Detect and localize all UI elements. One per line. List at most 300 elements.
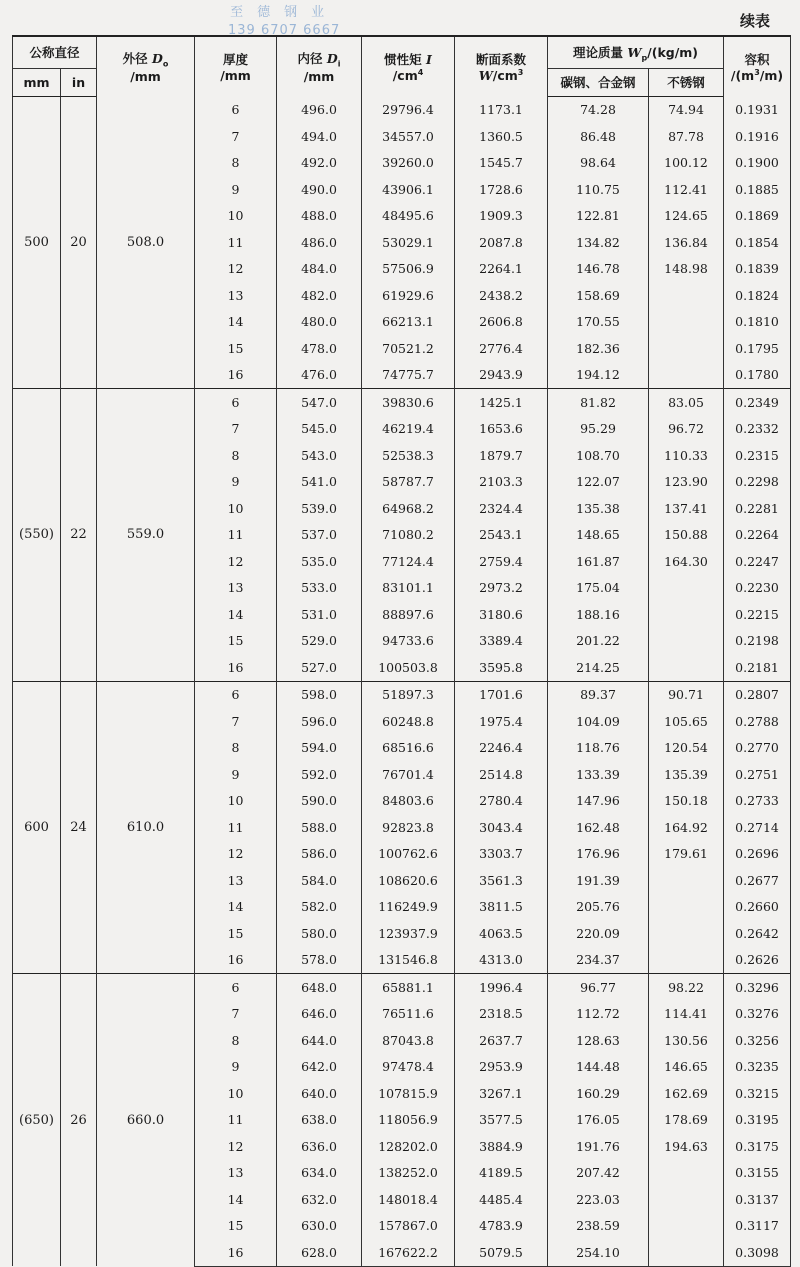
section-modulus-cell: 2324.4 <box>455 495 548 522</box>
inner-diameter-cell: 494.0 <box>277 123 362 150</box>
inertia-cell: 68516.6 <box>362 735 455 762</box>
inertia-cell: 53029.1 <box>362 229 455 256</box>
inner-diameter-cell: 539.0 <box>277 495 362 522</box>
inertia-cell: 74775.7 <box>362 362 455 389</box>
carbon-mass-cell: 135.38 <box>548 495 649 522</box>
inner-diameter-cell: 594.0 <box>277 735 362 762</box>
thickness-cell: 16 <box>195 654 277 681</box>
carbon-mass-cell: 254.10 <box>548 1239 649 1266</box>
carbon-mass-cell: 122.81 <box>548 203 649 230</box>
thickness-cell: 6 <box>195 681 277 708</box>
inner-diameter-cell: 646.0 <box>277 1001 362 1028</box>
stainless-mass-cell: 110.33 <box>649 442 724 469</box>
carbon-mass-cell: 148.65 <box>548 522 649 549</box>
inertia-cell: 148018.4 <box>362 1186 455 1213</box>
inertia-cell: 100503.8 <box>362 654 455 681</box>
volume-cell: 0.1869 <box>724 203 791 230</box>
stainless-mass-cell <box>649 1213 724 1240</box>
thickness-cell: 14 <box>195 601 277 628</box>
stainless-mass-cell <box>649 335 724 362</box>
carbon-mass-cell: 188.16 <box>548 601 649 628</box>
volume-cell: 0.2660 <box>724 894 791 921</box>
carbon-mass-cell: 86.48 <box>548 123 649 150</box>
thickness-cell: 12 <box>195 548 277 575</box>
carbon-mass-cell: 201.22 <box>548 628 649 655</box>
inner-diameter-cell: 634.0 <box>277 1160 362 1187</box>
volume-cell: 0.2298 <box>724 469 791 496</box>
carbon-mass-cell: 214.25 <box>548 654 649 681</box>
inner-diameter-cell: 636.0 <box>277 1133 362 1160</box>
volume-cell: 0.2677 <box>724 867 791 894</box>
carbon-mass-cell: 175.04 <box>548 575 649 602</box>
section-modulus-cell: 1425.1 <box>455 389 548 416</box>
inertia-cell: 123937.9 <box>362 920 455 947</box>
section-modulus-cell: 4485.4 <box>455 1186 548 1213</box>
section-modulus-cell: 1728.6 <box>455 176 548 203</box>
volume-cell: 0.2696 <box>724 841 791 868</box>
section-modulus-cell: 3577.5 <box>455 1107 548 1134</box>
stainless-mass-cell <box>649 309 724 336</box>
stainless-mass-cell: 98.22 <box>649 974 724 1001</box>
inner-diameter-cell: 632.0 <box>277 1186 362 1213</box>
inertia-cell: 108620.6 <box>362 867 455 894</box>
volume-cell: 0.2264 <box>724 522 791 549</box>
carbon-mass-cell: 238.59 <box>548 1213 649 1240</box>
nominal-in-cell: 20 <box>61 96 97 389</box>
inertia-cell: 83101.1 <box>362 575 455 602</box>
thickness-cell: 14 <box>195 894 277 921</box>
inertia-cell: 39830.6 <box>362 389 455 416</box>
outer-diameter-cell: 508.0 <box>97 96 195 389</box>
inertia-cell: 107815.9 <box>362 1080 455 1107</box>
stainless-mass-cell <box>649 920 724 947</box>
carbon-mass-cell: 95.29 <box>548 416 649 443</box>
volume-cell: 0.2247 <box>724 548 791 575</box>
thickness-cell: 6 <box>195 974 277 1001</box>
volume-cell: 0.3276 <box>724 1001 791 1028</box>
inner-diameter-cell: 648.0 <box>277 974 362 1001</box>
inertia-cell: 157867.0 <box>362 1213 455 1240</box>
stainless-mass-cell <box>649 575 724 602</box>
outer-diameter-cell: 559.0 <box>97 389 195 682</box>
inner-diameter-cell: 529.0 <box>277 628 362 655</box>
volume-cell: 0.2198 <box>724 628 791 655</box>
inertia-cell: 66213.1 <box>362 309 455 336</box>
table-row <box>13 389 791 416</box>
inertia-cell: 128202.0 <box>362 1133 455 1160</box>
stainless-mass-cell: 194.63 <box>649 1133 724 1160</box>
inner-diameter-cell: 543.0 <box>277 442 362 469</box>
carbon-mass-cell: 191.39 <box>548 867 649 894</box>
inertia-cell: 57506.9 <box>362 256 455 283</box>
inner-diameter-cell: 531.0 <box>277 601 362 628</box>
section-modulus-cell: 2953.9 <box>455 1054 548 1081</box>
volume-cell: 0.3296 <box>724 974 791 1001</box>
inertia-cell: 58787.7 <box>362 469 455 496</box>
inner-diameter-cell: 642.0 <box>277 1054 362 1081</box>
carbon-mass-cell: 144.48 <box>548 1054 649 1081</box>
inertia-cell: 97478.4 <box>362 1054 455 1081</box>
volume-cell: 0.1916 <box>724 123 791 150</box>
volume-cell: 0.1885 <box>724 176 791 203</box>
inertia-cell: 88897.6 <box>362 601 455 628</box>
inner-diameter-cell: 480.0 <box>277 309 362 336</box>
thickness-cell: 15 <box>195 628 277 655</box>
volume-cell: 0.2349 <box>724 389 791 416</box>
volume-cell: 0.2788 <box>724 708 791 735</box>
inner-diameter-cell: 486.0 <box>277 229 362 256</box>
stainless-mass-cell <box>649 601 724 628</box>
carbon-mass-cell: 108.70 <box>548 442 649 469</box>
nominal-mm-cell: (650) <box>13 974 61 1267</box>
volume-cell: 0.2230 <box>724 575 791 602</box>
inner-diameter-cell: 545.0 <box>277 416 362 443</box>
stainless-mass-cell: 162.69 <box>649 1080 724 1107</box>
section-modulus-cell: 3595.8 <box>455 654 548 681</box>
carbon-mass-cell: 146.78 <box>548 256 649 283</box>
section-modulus-cell: 2943.9 <box>455 362 548 389</box>
thickness-cell: 10 <box>195 203 277 230</box>
thickness-cell: 11 <box>195 229 277 256</box>
volume-cell: 0.2181 <box>724 654 791 681</box>
inner-diameter-cell: 578.0 <box>277 947 362 974</box>
thickness-header: 厚度 /mm <box>195 36 277 96</box>
volume-cell: 0.3175 <box>724 1133 791 1160</box>
stainless-mass-cell: 164.92 <box>649 814 724 841</box>
volume-cell: 0.2332 <box>724 416 791 443</box>
volume-cell: 0.2281 <box>724 495 791 522</box>
inner-diameter-cell: 527.0 <box>277 654 362 681</box>
section-modulus-cell: 2637.7 <box>455 1027 548 1054</box>
volume-cell: 0.3215 <box>724 1080 791 1107</box>
inertia-cell: 167622.2 <box>362 1239 455 1266</box>
outer-diameter-header: 外径 $D_o$ /mm <box>97 36 195 96</box>
section-modulus-cell: 3303.7 <box>455 841 548 868</box>
stainless-mass-cell: 136.84 <box>649 229 724 256</box>
table-header <box>13 36 791 96</box>
stainless-mass-cell: 123.90 <box>649 469 724 496</box>
carbon-mass-cell: 160.29 <box>548 1080 649 1107</box>
carbon-mass-cell: 122.07 <box>548 469 649 496</box>
table-row <box>13 96 791 123</box>
section-modulus-cell: 2264.1 <box>455 256 548 283</box>
section-modulus-cell: 1909.3 <box>455 203 548 230</box>
inertia-cell: 70521.2 <box>362 335 455 362</box>
thickness-cell: 13 <box>195 867 277 894</box>
inner-diameter-cell: 535.0 <box>277 548 362 575</box>
mass-header: 理论质量 $W_p/(kg/m)$ <box>548 36 724 68</box>
inner-diameter-cell: 582.0 <box>277 894 362 921</box>
inertia-cell: 29796.4 <box>362 96 455 123</box>
stainless-mass-cell <box>649 894 724 921</box>
watermark-company: 至德钢业 <box>230 5 339 20</box>
inner-diameter-cell: 640.0 <box>277 1080 362 1107</box>
volume-cell: 0.2315 <box>724 442 791 469</box>
volume-cell: 0.1839 <box>724 256 791 283</box>
carbon-mass-cell: 194.12 <box>548 362 649 389</box>
inner-diameter-cell: 492.0 <box>277 150 362 177</box>
thickness-cell: 10 <box>195 788 277 815</box>
stainless-mass-cell: 105.65 <box>649 708 724 735</box>
stainless-mass-cell <box>649 654 724 681</box>
stainless-mass-cell <box>649 1160 724 1187</box>
inertia-header: 惯性矩 I $/cm^4$ <box>362 36 455 96</box>
thickness-cell: 16 <box>195 1239 277 1266</box>
inertia-cell: 118056.9 <box>362 1107 455 1134</box>
carbon-mass-cell: 207.42 <box>548 1160 649 1187</box>
thickness-cell: 7 <box>195 1001 277 1028</box>
volume-cell: 0.3098 <box>724 1239 791 1266</box>
thickness-cell: 8 <box>195 1027 277 1054</box>
section-modulus-cell: 1173.1 <box>455 96 548 123</box>
thickness-cell: 15 <box>195 1213 277 1240</box>
inner-diameter-cell: 478.0 <box>277 335 362 362</box>
inertia-cell: 131546.8 <box>362 947 455 974</box>
volume-cell: 0.2770 <box>724 735 791 762</box>
nominal-diameter-header: 公称直径 <box>13 36 97 68</box>
inner-diameter-cell: 644.0 <box>277 1027 362 1054</box>
thickness-cell: 16 <box>195 362 277 389</box>
stainless-mass-cell: 112.41 <box>649 176 724 203</box>
carbon-mass-cell: 134.82 <box>548 229 649 256</box>
section-modulus-cell: 2606.8 <box>455 309 548 336</box>
thickness-cell: 7 <box>195 123 277 150</box>
volume-cell: 0.3155 <box>724 1160 791 1187</box>
stainless-mass-cell: 150.88 <box>649 522 724 549</box>
section-modulus-cell: 2318.5 <box>455 1001 548 1028</box>
inner-diameter-cell: 638.0 <box>277 1107 362 1134</box>
inner-diameter-cell: 588.0 <box>277 814 362 841</box>
stainless-mass-cell: 100.12 <box>649 150 724 177</box>
carbon-mass-cell: 110.75 <box>548 176 649 203</box>
stainless-mass-cell: 90.71 <box>649 681 724 708</box>
thickness-cell: 7 <box>195 708 277 735</box>
inertia-cell: 46219.4 <box>362 416 455 443</box>
inner-diameter-cell: 630.0 <box>277 1213 362 1240</box>
section-modulus-cell: 1360.5 <box>455 123 548 150</box>
carbon-mass-cell: 147.96 <box>548 788 649 815</box>
outer-diameter-cell: 660.0 <box>97 974 195 1267</box>
volume-cell: 0.2807 <box>724 681 791 708</box>
stainless-mass-cell: 137.41 <box>649 495 724 522</box>
inner-diameter-cell: 580.0 <box>277 920 362 947</box>
inertia-cell: 77124.4 <box>362 548 455 575</box>
volume-cell: 0.3137 <box>724 1186 791 1213</box>
table-body <box>13 96 791 1266</box>
section-modulus-cell: 3811.5 <box>455 894 548 921</box>
inner-diameter-cell: 596.0 <box>277 708 362 735</box>
thickness-cell: 13 <box>195 282 277 309</box>
section-modulus-cell: 2759.4 <box>455 548 548 575</box>
inner-diameter-cell: 628.0 <box>277 1239 362 1266</box>
section-modulus-cell: 1701.6 <box>455 681 548 708</box>
section-modulus-cell: 2543.1 <box>455 522 548 549</box>
thickness-cell: 15 <box>195 335 277 362</box>
carbon-mass-cell: 176.05 <box>548 1107 649 1134</box>
nominal-in-cell: 22 <box>61 389 97 682</box>
section-modulus-cell: 2246.4 <box>455 735 548 762</box>
stainless-mass-cell: 74.94 <box>649 96 724 123</box>
inner-diameter-cell: 476.0 <box>277 362 362 389</box>
mm-header: mm <box>13 68 61 96</box>
inner-diameter-cell: 533.0 <box>277 575 362 602</box>
inner-diameter-cell: 537.0 <box>277 522 362 549</box>
stainless-mass-cell: 114.41 <box>649 1001 724 1028</box>
section-modulus-cell: 2973.2 <box>455 575 548 602</box>
inner-diameter-cell: 584.0 <box>277 867 362 894</box>
thickness-cell: 9 <box>195 469 277 496</box>
inertia-cell: 34557.0 <box>362 123 455 150</box>
thickness-cell: 10 <box>195 1080 277 1107</box>
carbon-steel-header: 碳钢、合金钢 <box>548 68 649 96</box>
inertia-cell: 94733.6 <box>362 628 455 655</box>
inertia-cell: 138252.0 <box>362 1160 455 1187</box>
volume-cell: 0.2714 <box>724 814 791 841</box>
carbon-mass-cell: 96.77 <box>548 974 649 1001</box>
thickness-cell: 11 <box>195 1107 277 1134</box>
stainless-mass-cell: 135.39 <box>649 761 724 788</box>
in-header: in <box>61 68 97 96</box>
thickness-cell: 13 <box>195 575 277 602</box>
inner-diameter-cell: 547.0 <box>277 389 362 416</box>
section-modulus-cell: 3043.4 <box>455 814 548 841</box>
section-modulus-cell: 1975.4 <box>455 708 548 735</box>
inertia-cell: 39260.0 <box>362 150 455 177</box>
carbon-mass-cell: 170.55 <box>548 309 649 336</box>
section-modulus-cell: 3267.1 <box>455 1080 548 1107</box>
thickness-cell: 14 <box>195 309 277 336</box>
section-modulus-cell: 2103.3 <box>455 469 548 496</box>
thickness-cell: 14 <box>195 1186 277 1213</box>
section-modulus-cell: 5079.5 <box>455 1239 548 1266</box>
inertia-cell: 65881.1 <box>362 974 455 1001</box>
outer-diameter-cell: 610.0 <box>97 681 195 974</box>
section-modulus-cell: 2438.2 <box>455 282 548 309</box>
inertia-cell: 116249.9 <box>362 894 455 921</box>
section-modulus-cell: 4189.5 <box>455 1160 548 1187</box>
thickness-cell: 12 <box>195 1133 277 1160</box>
inertia-cell: 48495.6 <box>362 203 455 230</box>
stainless-mass-cell: 83.05 <box>649 389 724 416</box>
stainless-mass-cell <box>649 282 724 309</box>
stainless-mass-cell: 96.72 <box>649 416 724 443</box>
volume-cell: 0.1854 <box>724 229 791 256</box>
inertia-cell: 100762.6 <box>362 841 455 868</box>
stainless-mass-cell <box>649 947 724 974</box>
carbon-mass-cell: 234.37 <box>548 947 649 974</box>
inertia-cell: 51897.3 <box>362 681 455 708</box>
steel-pipe-table <box>12 35 791 1267</box>
section-modulus-cell: 1996.4 <box>455 974 548 1001</box>
volume-cell: 0.2751 <box>724 761 791 788</box>
volume-cell: 0.1900 <box>724 150 791 177</box>
carbon-mass-cell: 182.36 <box>548 335 649 362</box>
inertia-cell: 61929.6 <box>362 282 455 309</box>
inner-diameter-cell: 484.0 <box>277 256 362 283</box>
volume-cell: 0.2215 <box>724 601 791 628</box>
thickness-cell: 10 <box>195 495 277 522</box>
nominal-mm-cell: (550) <box>13 389 61 682</box>
carbon-mass-cell: 161.87 <box>548 548 649 575</box>
carbon-mass-cell: 98.64 <box>548 150 649 177</box>
stainless-mass-cell: 87.78 <box>649 123 724 150</box>
section-modulus-cell: 2780.4 <box>455 788 548 815</box>
carbon-mass-cell: 112.72 <box>548 1001 649 1028</box>
inner-diameter-cell: 598.0 <box>277 681 362 708</box>
carbon-mass-cell: 223.03 <box>548 1186 649 1213</box>
volume-cell: 0.1780 <box>724 362 791 389</box>
thickness-cell: 11 <box>195 522 277 549</box>
section-modulus-cell: 4783.9 <box>455 1213 548 1240</box>
volume-cell: 0.3256 <box>724 1027 791 1054</box>
section-modulus-cell: 4063.5 <box>455 920 548 947</box>
inertia-cell: 92823.8 <box>362 814 455 841</box>
inertia-cell: 64968.2 <box>362 495 455 522</box>
inner-diameter-cell: 496.0 <box>277 96 362 123</box>
inner-diameter-cell: 592.0 <box>277 761 362 788</box>
section-modulus-cell: 1653.6 <box>455 416 548 443</box>
stainless-mass-cell: 124.65 <box>649 203 724 230</box>
stainless-mass-cell: 146.65 <box>649 1054 724 1081</box>
stainless-mass-cell: 130.56 <box>649 1027 724 1054</box>
inner-diameter-header: 内径 $D_i$ /mm <box>277 36 362 96</box>
stainless-mass-cell <box>649 628 724 655</box>
section-modulus-header: 断面系数 $W/cm^3$ <box>455 36 548 96</box>
nominal-mm-cell: 600 <box>13 681 61 974</box>
stainless-mass-cell: 179.61 <box>649 841 724 868</box>
section-modulus-cell: 4313.0 <box>455 947 548 974</box>
table-row <box>13 681 791 708</box>
inertia-cell: 87043.8 <box>362 1027 455 1054</box>
inertia-cell: 71080.2 <box>362 522 455 549</box>
carbon-mass-cell: 162.48 <box>548 814 649 841</box>
thickness-cell: 13 <box>195 1160 277 1187</box>
section-modulus-cell: 2087.8 <box>455 229 548 256</box>
stainless-mass-cell: 120.54 <box>649 735 724 762</box>
inner-diameter-cell: 490.0 <box>277 176 362 203</box>
carbon-mass-cell: 191.76 <box>548 1133 649 1160</box>
inner-diameter-cell: 541.0 <box>277 469 362 496</box>
carbon-mass-cell: 128.63 <box>548 1027 649 1054</box>
carbon-mass-cell: 104.09 <box>548 708 649 735</box>
inertia-cell: 43906.1 <box>362 176 455 203</box>
watermark-phone: 139 6707 6667 <box>228 23 341 38</box>
thickness-cell: 12 <box>195 256 277 283</box>
inertia-cell: 84803.6 <box>362 788 455 815</box>
carbon-mass-cell: 118.76 <box>548 735 649 762</box>
volume-cell: 0.2642 <box>724 920 791 947</box>
volume-cell: 0.1824 <box>724 282 791 309</box>
stainless-mass-cell <box>649 1239 724 1266</box>
nominal-in-cell: 26 <box>61 974 97 1267</box>
thickness-cell: 15 <box>195 920 277 947</box>
continued-label: 续表 <box>739 12 770 30</box>
carbon-mass-cell: 220.09 <box>548 920 649 947</box>
carbon-mass-cell: 176.96 <box>548 841 649 868</box>
inner-diameter-cell: 482.0 <box>277 282 362 309</box>
thickness-cell: 9 <box>195 1054 277 1081</box>
section-modulus-cell: 1545.7 <box>455 150 548 177</box>
inertia-cell: 60248.8 <box>362 708 455 735</box>
stainless-mass-cell <box>649 867 724 894</box>
volume-cell: 0.1931 <box>724 96 791 123</box>
section-modulus-cell: 2776.4 <box>455 335 548 362</box>
stainless-mass-cell <box>649 362 724 389</box>
stainless-steel-header: 不锈钢 <box>649 68 724 96</box>
stainless-mass-cell: 178.69 <box>649 1107 724 1134</box>
table-row <box>13 974 791 1001</box>
thickness-cell: 9 <box>195 761 277 788</box>
